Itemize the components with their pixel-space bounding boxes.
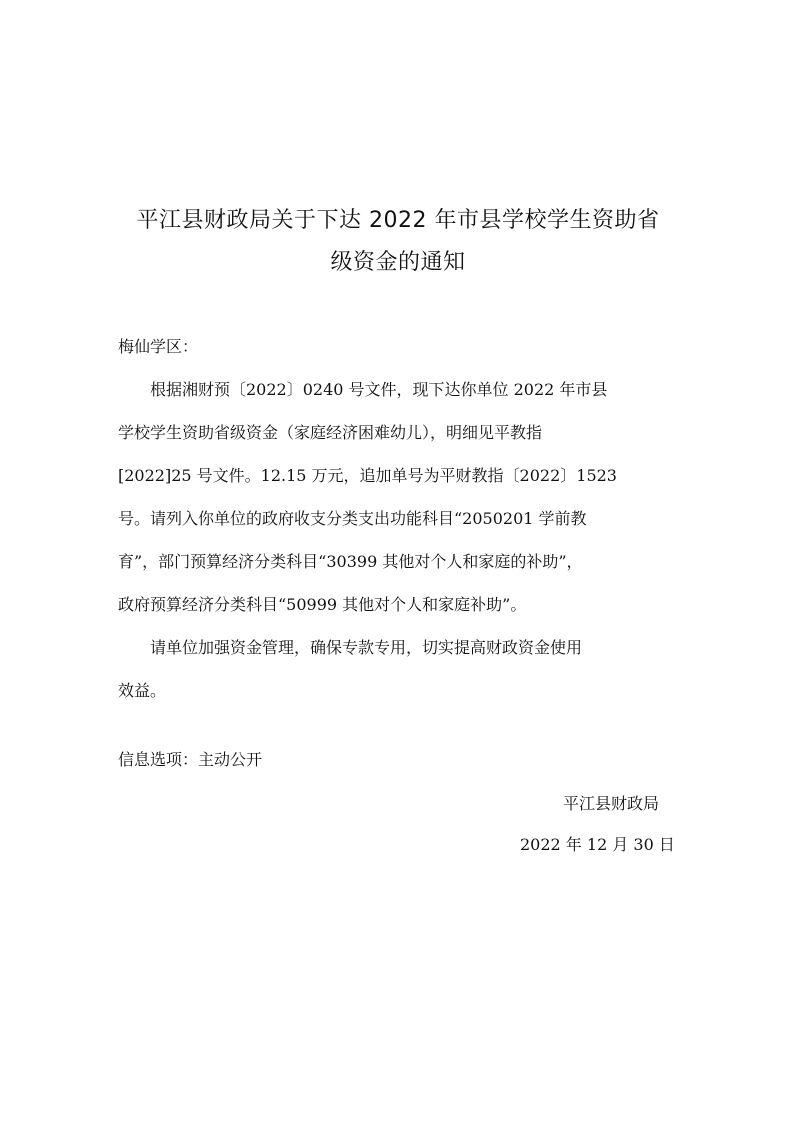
- title-line-1: 平江县财政局关于下达 2022 年市县学校学生资助省: [136, 208, 660, 233]
- document-title: [118, 200, 678, 284]
- paragraph-1-line-6: 政府预算经济分类科目“50999 其他对个人和家庭补助”。: [118, 595, 527, 614]
- paragraph-1-line-1: 根据湘财预〔2022〕0240 号文件，现下达你单位 2022 年市县: [150, 380, 608, 399]
- disclosure-option: 信息选项：主动公开: [118, 750, 263, 769]
- issue-date: 2022 年 12 月 30 日: [520, 835, 675, 854]
- salutation: 梅仙学区：: [118, 337, 199, 356]
- paragraph-1-line-3: [2022]25 号文件。12.15 万元，追加单号为平财教指〔2022〕1523: [118, 466, 617, 485]
- title-line-2: 级资金的通知: [330, 250, 466, 275]
- paragraph-2-line-2: 效益。: [118, 681, 167, 700]
- paragraph-1-line-4: 号。请列入你单位的政府收支分类支出功能科目“2050201 学前教: [118, 509, 587, 528]
- paragraph-1-line-5: 育”，部门预算经济分类科目“30399 其他对个人和家庭的补助”，: [118, 552, 583, 571]
- paragraph-1-line-2: 学校学生资助省级资金（家庭经济困难幼儿），明细见平教指: [118, 423, 543, 442]
- issuing-authority: 平江县财政局: [563, 794, 660, 813]
- paragraph-2-line-1: 请单位加强资金管理，确保专款专用，切实提高财政资金使用: [150, 638, 583, 657]
